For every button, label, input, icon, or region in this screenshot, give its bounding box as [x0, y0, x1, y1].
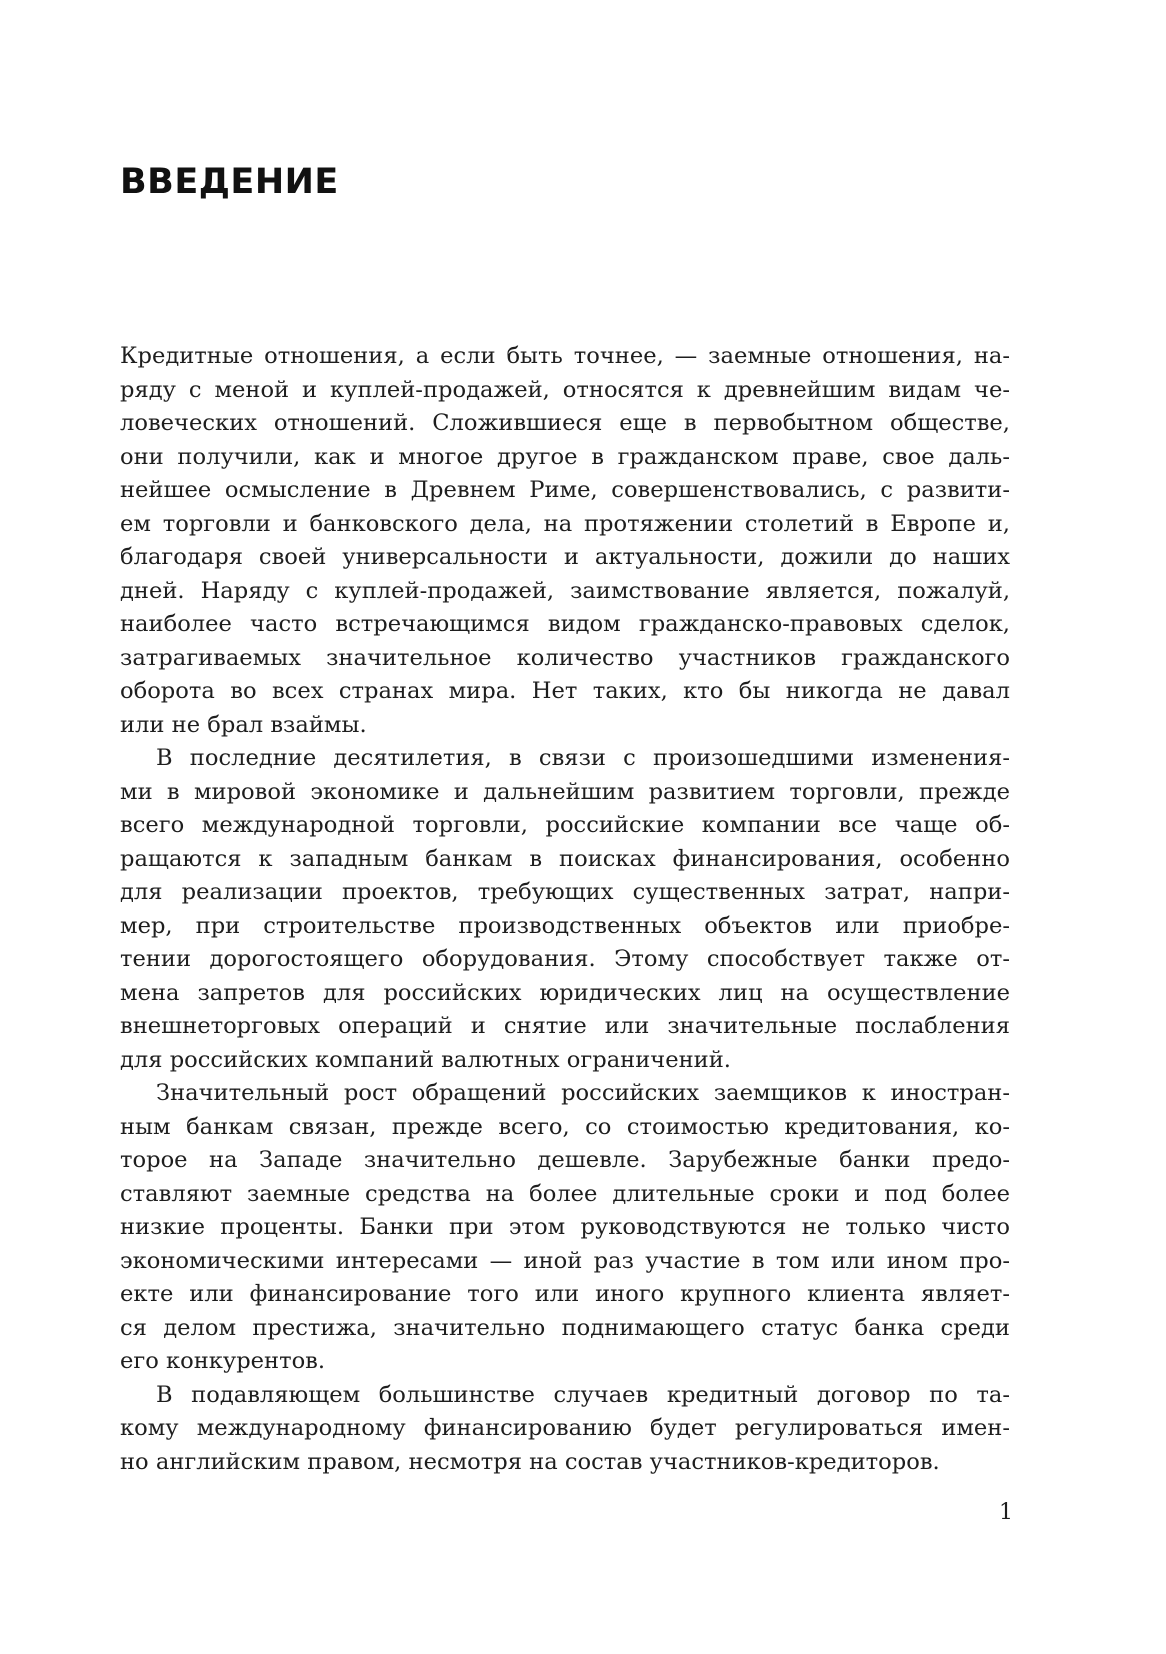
- paragraph: [120, 1077, 1010, 1379]
- text-line: для реализации проектов, требующих существенных затрат, напри-: [120, 879, 1010, 905]
- text-line: затрагиваемых значительное количество участников гражданского: [120, 644, 1010, 671]
- text-line: екте или финансирование того или иного крупного клиента являет-: [120, 1281, 1010, 1307]
- text-line: мер, при строительстве производственных объектов или приобре-: [120, 912, 1010, 939]
- text-line: благодаря своей универсальности и актуальности, дожили до наших: [120, 544, 1010, 570]
- text-line: или не брал взаймы.: [120, 711, 367, 738]
- text-line: торое на Западе значительно дешевле. Зарубежные банки предо-: [120, 1147, 1010, 1173]
- paragraph: [120, 742, 1010, 1077]
- text-line: внешнеторговых операций и снятие или значительные послабления: [120, 1013, 1010, 1039]
- text-line: нейшее осмысление в Древнем Риме, совершенствовались, с развити-: [120, 477, 1010, 503]
- page-number: 1: [999, 1500, 1013, 1525]
- paragraph: [120, 1379, 1010, 1480]
- text-line: ряду с меной и куплей-продажей, относятся к древнейшим видам че-: [120, 376, 1010, 403]
- text-line: оборота во всех странах мира. Нет таких, кто бы никогда не давал: [120, 678, 1010, 704]
- text-line: Значительный рост обращений российских заемщиков к иностран-: [156, 1080, 1010, 1106]
- text-line: ся делом престижа, значительно поднимающего статус банка среди: [120, 1314, 1010, 1341]
- text-line: ставляют заемные средства на более длительные сроки и под более: [120, 1180, 1010, 1207]
- text-line: наиболее часто встречающимся видом гражданско-правовых сделок,: [120, 611, 1010, 637]
- text-line: низкие проценты. Банки при этом руководствуются не только чисто: [120, 1214, 1010, 1240]
- text-line: В подавляющем большинстве случаев кредитный договор по та-: [156, 1381, 1010, 1408]
- paragraph: [120, 340, 1010, 742]
- text-line: для российских компаний валютных ограничений.: [120, 1046, 731, 1073]
- text-line: мена запретов для российских юридических лиц на осуществление: [120, 979, 1010, 1006]
- text-line: В последние десятилетия, в связи с произошедшими изменения-: [156, 745, 1010, 771]
- text-line: но английским правом, несмотря на состав участников-кредиторов.: [120, 1448, 940, 1475]
- text-line: дней. Наряду с куплей-продажей, заимствование является, пожалуй,: [120, 577, 1010, 604]
- text-line: Кредитные отношения, а если быть точнее, — заемные отношения, на-: [120, 343, 1010, 369]
- text-line: его конкурентов.: [120, 1348, 326, 1374]
- text-line: экономическими интересами — иной раз участие в том или ином про-: [120, 1247, 1010, 1274]
- text-line: ем торговли и банковского дела, на протяжении столетий в Европе и,: [120, 510, 1010, 537]
- text-line: тении дорогостоящего оборудования. Этому способствует также от-: [120, 946, 1010, 972]
- text-line: ловеческих отношений. Сложившиеся еще в первобытном обществе,: [120, 410, 1010, 436]
- text-line: ным банкам связан, прежде всего, со стоимостью кредитования, ко-: [120, 1113, 1010, 1140]
- text-line: всего международной торговли, российские компании все чаще об-: [120, 812, 1010, 838]
- text-line: они получили, как и многое другое в гражданском праве, свое даль-: [120, 443, 1010, 470]
- text-line: кому международному финансированию будет регулироваться имен-: [120, 1415, 1010, 1441]
- chapter-heading: ВВЕДЕНИЕ: [120, 162, 339, 202]
- text-line: ми в мировой экономике и дальнейшим развитием торговли, прежде: [120, 778, 1010, 805]
- text-line: ращаются к западным банкам в поисках финансирования, особенно: [120, 845, 1010, 872]
- body-text: [120, 340, 1010, 1479]
